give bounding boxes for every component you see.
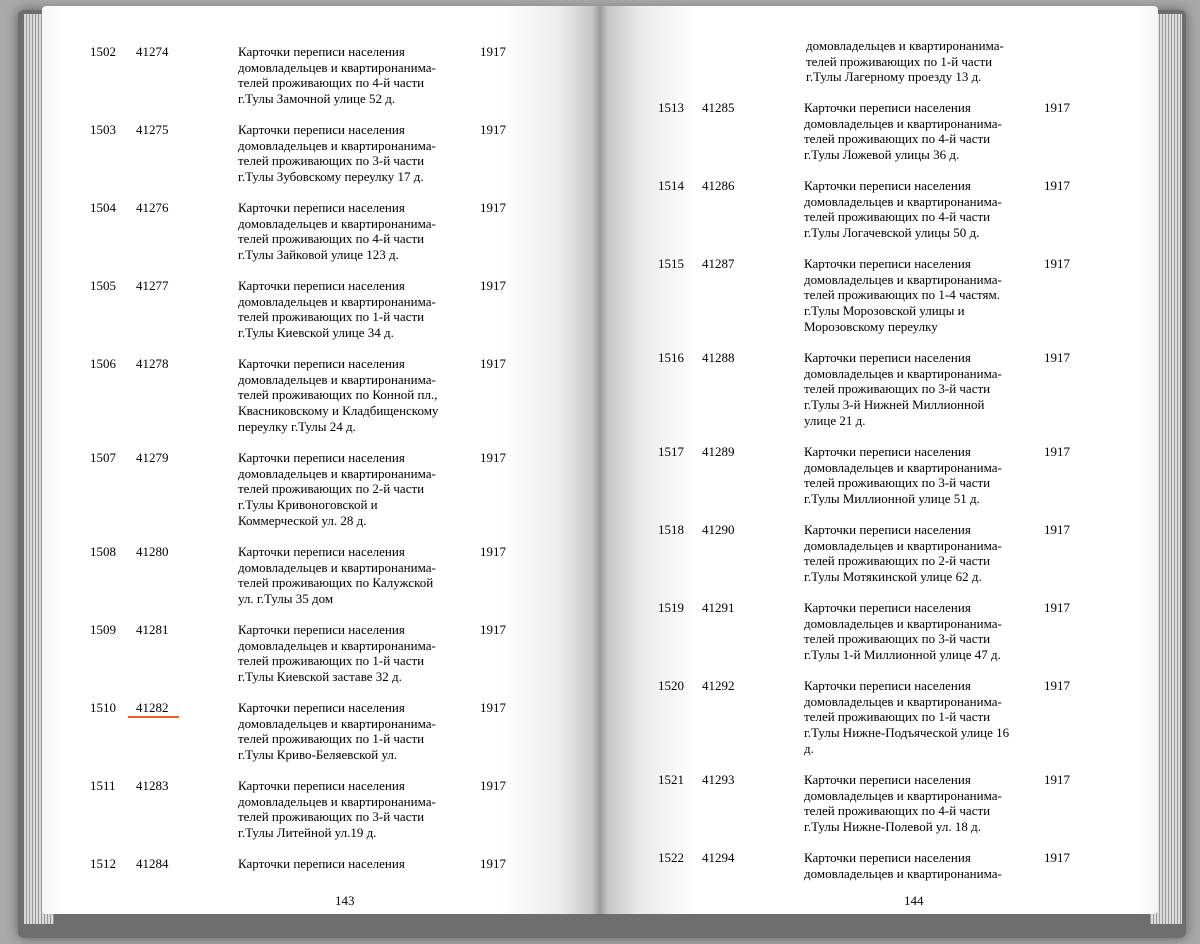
entry-description: Карточки переписи населения домовладельцев и квартиронанима- телей проживающих по 4-й части г.Тулы Ложевой улицы 36 д. <box>804 100 1002 163</box>
entry-description: Карточки переписи населения домовладельцев и квартиронанима- телей проживающих по 3-й части г.Тулы Литейной ул.19 д. <box>238 778 436 841</box>
entry-number: 1517 <box>658 444 684 459</box>
entry-number: 1519 <box>658 600 684 615</box>
entry-code: 41288 <box>702 350 735 365</box>
entry-year: 1917 <box>1044 178 1070 193</box>
entry-description: Карточки переписи населения домовладельцев и квартиронанима- телей проживающих по 1-й части г.Тулы Киевской заставе 32 д. <box>238 622 436 685</box>
entry-code: 41280 <box>136 544 169 559</box>
entry-code: 41282 <box>136 700 169 715</box>
entry-description: Карточки переписи населения домовладельцев и квартиронанима- телей проживающих по 2-й части г.Тулы Кривоноговской и Коммерческой ул. 28 д. <box>238 450 436 528</box>
entry-year: 1917 <box>1044 350 1070 365</box>
entry-number: 1502 <box>90 44 116 59</box>
entry-number: 1515 <box>658 256 684 271</box>
entry-number: 1509 <box>90 622 116 637</box>
entry-number: 1521 <box>658 772 684 787</box>
entry-year: 1917 <box>480 356 506 371</box>
entry-number: 1503 <box>90 122 116 137</box>
entry-code: 41278 <box>136 356 169 371</box>
entry-year: 1917 <box>1044 678 1070 693</box>
entry-description: Карточки переписи населения домовладельцев и квартиронанима- телей проживающих по Конной пл., Квасниковскому и Кладбищенскому переулку г.Тулы 24 д. <box>238 356 439 434</box>
entry-code: 41291 <box>702 600 735 615</box>
entry-code: 41281 <box>136 622 169 637</box>
entry-number: 1506 <box>90 356 116 371</box>
entry-description: Карточки переписи населения домовладельцев и квартиронанима- телей проживающих по 4-й части г.Тулы Зайковой улице 123 д. <box>238 200 436 263</box>
entry-number: 1510 <box>90 700 116 715</box>
entry-number: 1522 <box>658 850 684 865</box>
entry-code: 41290 <box>702 522 735 537</box>
entry-code: 41289 <box>702 444 735 459</box>
right-page <box>600 6 1158 914</box>
entry-code: 41274 <box>136 44 169 59</box>
entry-code: 41294 <box>702 850 735 865</box>
entry-year: 1917 <box>480 278 506 293</box>
book-gutter <box>592 6 608 914</box>
entry-number: 1518 <box>658 522 684 537</box>
entry-year: 1917 <box>480 44 506 59</box>
entry-year: 1917 <box>1044 850 1070 865</box>
entry-code: 41283 <box>136 778 169 793</box>
entry-year: 1917 <box>480 622 506 637</box>
entry-code: 41287 <box>702 256 735 271</box>
entry-year: 1917 <box>1044 444 1070 459</box>
entry-description: Карточки переписи населения домовладельцев и квартиронанима- телей проживающих по 3-й части г.Тулы 3-й Нижней Миллионной улице 21 д. <box>804 350 1002 428</box>
entry-number: 1507 <box>90 450 116 465</box>
entry-code: 41276 <box>136 200 169 215</box>
highlight-underline <box>128 716 179 718</box>
entry-description: Карточки переписи населения домовладельцев и квартиронанима- телей проживающих по 3-й части г.Тулы Миллионной улице 51 д. <box>804 444 1002 507</box>
entry-code: 41279 <box>136 450 169 465</box>
entry-number: 1512 <box>90 856 116 871</box>
entry-code: 41277 <box>136 278 169 293</box>
entry-description: Карточки переписи населения домовладельцев и квартиронанима- телей проживающих по 3-й части г.Тулы 1-й Миллионной улице 47 д. <box>804 600 1002 663</box>
entry-description: Карточки переписи населения домовладельцев и квартиронанима- телей проживающих по 4-й части г.Тулы Нижне-Полевой ул. 18 д. <box>804 772 1002 835</box>
entry-number: 1505 <box>90 278 116 293</box>
entry-number: 1513 <box>658 100 684 115</box>
left-page <box>42 6 600 914</box>
page-number: 143 <box>335 893 355 908</box>
entry-year: 1917 <box>480 450 506 465</box>
entry-code: 41275 <box>136 122 169 137</box>
entry-year: 1917 <box>1044 772 1070 787</box>
entry-year: 1917 <box>480 122 506 137</box>
entry-number: 1514 <box>658 178 684 193</box>
entry-description: Карточки переписи населения домовладельцев и квартиронанима- телей проживающих по 2-й части г.Тулы Мотякинской улице 62 д. <box>804 522 1002 585</box>
entry-number: 1520 <box>658 678 684 693</box>
entry-description: Карточки переписи населения <box>238 856 405 871</box>
entry-year: 1917 <box>1044 100 1070 115</box>
continuation-text: домовладельцев и квартиронанима- телей проживающих по 1-й части г.Тулы Лагерному проезду 13 д. <box>806 38 1004 85</box>
entry-description: Карточки переписи населения домовладельцев и квартиронанима- телей проживающих по 4-й части г.Тулы Логачевской улицы 50 д. <box>804 178 1002 241</box>
entry-code: 41293 <box>702 772 735 787</box>
entry-code: 41285 <box>702 100 735 115</box>
entry-description: Карточки переписи населения домовладельцев и квартиронанима- телей проживающих по Калужской ул. г.Тулы 35 дом <box>238 544 436 607</box>
entry-code: 41284 <box>136 856 169 871</box>
entry-description: Карточки переписи населения домовладельцев и квартиронанима- телей проживающих по 1-й части г.Тулы Киевской улице 34 д. <box>238 278 436 341</box>
entry-description: Карточки переписи населения домовладельцев и квартиронанима- телей проживающих по 1-й части г.Тулы Нижне-Подъяческой улице 16 д. <box>804 678 1010 756</box>
entry-year: 1917 <box>480 700 506 715</box>
entry-description: Карточки переписи населения домовладельцев и квартиронанима- телей проживающих по 1-й части г.Тулы Криво-Беляевской ул. <box>238 700 436 763</box>
entry-description: Карточки переписи населения домовладельцев и квартиронанима- телей проживающих по 3-й части г.Тулы Зубовскому переулку 17 д. <box>238 122 436 185</box>
entry-description: Карточки переписи населения домовладельцев и квартиронанима- <box>804 850 1002 881</box>
entry-number: 1508 <box>90 544 116 559</box>
entry-number: 1511 <box>90 778 116 793</box>
entry-year: 1917 <box>480 544 506 559</box>
entry-description: Карточки переписи населения домовладельцев и квартиронанима- телей проживающих по 4-й части г.Тулы Замочной улице 52 д. <box>238 44 436 107</box>
entry-year: 1917 <box>480 856 506 871</box>
entry-year: 1917 <box>1044 600 1070 615</box>
entry-year: 1917 <box>1044 522 1070 537</box>
page-number: 144 <box>904 893 924 908</box>
entry-number: 1516 <box>658 350 684 365</box>
entry-year: 1917 <box>1044 256 1070 271</box>
entry-year: 1917 <box>480 200 506 215</box>
entry-description: Карточки переписи населения домовладельцев и квартиронанима- телей проживающих по 1-4 частям. г.Тулы Морозовской улицы и Морозовскому переулку <box>804 256 1002 334</box>
entry-year: 1917 <box>480 778 506 793</box>
entry-code: 41292 <box>702 678 735 693</box>
entry-code: 41286 <box>702 178 735 193</box>
entry-number: 1504 <box>90 200 116 215</box>
